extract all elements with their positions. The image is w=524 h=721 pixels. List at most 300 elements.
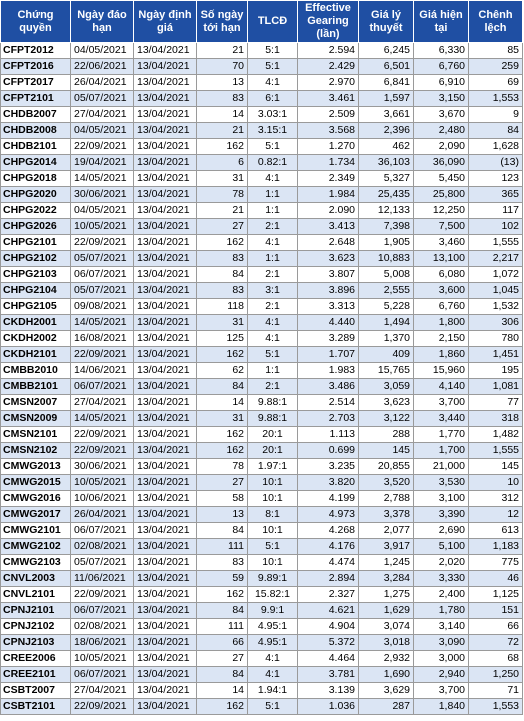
cell-maturity-date: 16/08/2021 [71,331,134,347]
cell-theoretical-price: 3,378 [359,507,414,523]
cell-effective-gearing: 1.734 [298,155,359,171]
cell-effective-gearing: 2.509 [298,107,359,123]
table-row [1,699,523,715]
cell-days-to-maturity: 84 [197,603,248,619]
cell-valuation-date: 13/04/2021 [134,155,197,171]
cell-current-price: 6,330 [414,43,469,59]
cell-theoretical-price: 1,597 [359,91,414,107]
table-row [1,459,523,475]
cell-theoretical-price: 409 [359,347,414,363]
cell-maturity-date: 05/07/2021 [71,91,134,107]
cell-warrant-code: CHPG2103 [1,267,71,283]
cell-difference: 72 [469,635,523,651]
cell-conversion-ratio: 3.03:1 [248,107,298,123]
table-row [1,267,523,283]
cell-effective-gearing: 3.623 [298,251,359,267]
cell-conversion-ratio: 1:1 [248,251,298,267]
cell-warrant-code: CMSN2007 [1,395,71,411]
cell-difference: 195 [469,363,523,379]
cell-current-price: 13,100 [414,251,469,267]
cell-effective-gearing: 4.464 [298,651,359,667]
cell-conversion-ratio: 10:1 [248,555,298,571]
cell-warrant-code: CFPT2101 [1,91,71,107]
cell-conversion-ratio: 10:1 [248,491,298,507]
cell-effective-gearing: 4.474 [298,555,359,571]
cell-conversion-ratio: 4.95:1 [248,635,298,651]
cell-warrant-code: CHPG2014 [1,155,71,171]
cell-effective-gearing: 3.461 [298,91,359,107]
cell-days-to-maturity: 162 [197,139,248,155]
cell-difference: 780 [469,331,523,347]
table-body [1,43,523,715]
cell-valuation-date: 13/04/2021 [134,43,197,59]
cell-current-price: 2,020 [414,555,469,571]
cell-difference: 312 [469,491,523,507]
cell-maturity-date: 22/09/2021 [71,699,134,715]
cell-effective-gearing: 2.703 [298,411,359,427]
cell-current-price: 3,000 [414,651,469,667]
table-row [1,667,523,683]
cell-theoretical-price: 288 [359,427,414,443]
header-maturity-date: Ngày đáo hạn [71,1,134,43]
cell-warrant-code: CMBB2010 [1,363,71,379]
cell-warrant-code: CMWG2017 [1,507,71,523]
cell-conversion-ratio: 3:1 [248,283,298,299]
cell-conversion-ratio: 4:1 [248,331,298,347]
cell-difference: 117 [469,203,523,219]
cell-days-to-maturity: 14 [197,683,248,699]
cell-conversion-ratio: 9.89:1 [248,571,298,587]
cell-theoretical-price: 1,494 [359,315,414,331]
header-effective-gearing: Effective Gearing (lần) [298,1,359,43]
cell-days-to-maturity: 14 [197,395,248,411]
cell-valuation-date: 13/04/2021 [134,203,197,219]
cell-difference: 1,553 [469,91,523,107]
cell-effective-gearing: 4.199 [298,491,359,507]
cell-theoretical-price: 25,435 [359,187,414,203]
cell-current-price: 1,860 [414,347,469,363]
cell-valuation-date: 13/04/2021 [134,491,197,507]
cell-theoretical-price: 2,396 [359,123,414,139]
table-row [1,299,523,315]
cell-days-to-maturity: 59 [197,571,248,587]
cell-difference: 85 [469,43,523,59]
cell-conversion-ratio: 1.97:1 [248,459,298,475]
cell-days-to-maturity: 84 [197,667,248,683]
cell-maturity-date: 11/06/2021 [71,571,134,587]
cell-effective-gearing: 1.707 [298,347,359,363]
cell-effective-gearing: 2.970 [298,75,359,91]
cell-valuation-date: 13/04/2021 [134,603,197,619]
cell-current-price: 1,800 [414,315,469,331]
cell-maturity-date: 05/07/2021 [71,283,134,299]
table-row [1,651,523,667]
cell-warrant-code: CNVL2003 [1,571,71,587]
cell-difference: 1,081 [469,379,523,395]
cell-conversion-ratio: 1:1 [248,203,298,219]
cell-theoretical-price: 3,018 [359,635,414,651]
cell-current-price: 6,760 [414,299,469,315]
table-row [1,571,523,587]
cell-days-to-maturity: 162 [197,587,248,603]
cell-theoretical-price: 3,661 [359,107,414,123]
cell-effective-gearing: 2.514 [298,395,359,411]
cell-maturity-date: 19/04/2021 [71,155,134,171]
cell-current-price: 6,080 [414,267,469,283]
cell-valuation-date: 13/04/2021 [134,395,197,411]
cell-current-price: 3,150 [414,91,469,107]
cell-maturity-date: 05/07/2021 [71,251,134,267]
cell-effective-gearing: 3.820 [298,475,359,491]
cell-warrant-code: CKDH2101 [1,347,71,363]
cell-theoretical-price: 3,917 [359,539,414,555]
cell-theoretical-price: 6,841 [359,75,414,91]
cell-valuation-date: 13/04/2021 [134,139,197,155]
cell-theoretical-price: 6,501 [359,59,414,75]
header-current-price: Giá hiện tại [414,1,469,43]
cell-valuation-date: 13/04/2021 [134,427,197,443]
cell-effective-gearing: 3.289 [298,331,359,347]
cell-warrant-code: CMWG2103 [1,555,71,571]
cell-days-to-maturity: 21 [197,43,248,59]
cell-current-price: 2,940 [414,667,469,683]
cell-days-to-maturity: 125 [197,331,248,347]
table-row [1,443,523,459]
cell-difference: 1,125 [469,587,523,603]
cell-theoretical-price: 1,245 [359,555,414,571]
cell-valuation-date: 13/04/2021 [134,523,197,539]
cell-conversion-ratio: 1.94:1 [248,683,298,699]
cell-current-price: 3,460 [414,235,469,251]
cell-current-price: 36,090 [414,155,469,171]
cell-conversion-ratio: 4:1 [248,667,298,683]
cell-maturity-date: 30/06/2021 [71,187,134,203]
cell-current-price: 5,450 [414,171,469,187]
table-row [1,411,523,427]
table-row [1,107,523,123]
cell-maturity-date: 04/05/2021 [71,203,134,219]
cell-days-to-maturity: 13 [197,75,248,91]
cell-theoretical-price: 6,245 [359,43,414,59]
cell-warrant-code: CSBT2007 [1,683,71,699]
table-row [1,555,523,571]
cell-warrant-code: CHDB2007 [1,107,71,123]
cell-days-to-maturity: 83 [197,91,248,107]
cell-valuation-date: 13/04/2021 [134,411,197,427]
cell-valuation-date: 13/04/2021 [134,555,197,571]
cell-maturity-date: 02/08/2021 [71,619,134,635]
cell-days-to-maturity: 27 [197,219,248,235]
cell-effective-gearing: 2.349 [298,171,359,187]
cell-valuation-date: 13/04/2021 [134,171,197,187]
cell-valuation-date: 13/04/2021 [134,587,197,603]
cell-maturity-date: 26/04/2021 [71,507,134,523]
table-row [1,43,523,59]
cell-maturity-date: 10/05/2021 [71,651,134,667]
cell-theoretical-price: 10,883 [359,251,414,267]
cell-theoretical-price: 3,629 [359,683,414,699]
cell-maturity-date: 14/05/2021 [71,411,134,427]
cell-effective-gearing: 1.983 [298,363,359,379]
cell-days-to-maturity: 21 [197,123,248,139]
cell-conversion-ratio: 1:1 [248,187,298,203]
cell-maturity-date: 04/05/2021 [71,123,134,139]
table-row [1,539,523,555]
table-row [1,683,523,699]
cell-theoretical-price: 7,398 [359,219,414,235]
cell-valuation-date: 13/04/2021 [134,315,197,331]
cell-current-price: 3,700 [414,395,469,411]
cell-theoretical-price: 5,228 [359,299,414,315]
cell-days-to-maturity: 14 [197,107,248,123]
cell-conversion-ratio: 1:1 [248,363,298,379]
cell-days-to-maturity: 84 [197,267,248,283]
cell-conversion-ratio: 5:1 [248,59,298,75]
cell-theoretical-price: 2,555 [359,283,414,299]
cell-valuation-date: 13/04/2021 [134,379,197,395]
cell-current-price: 3,100 [414,491,469,507]
cell-difference: 46 [469,571,523,587]
cell-theoretical-price: 3,059 [359,379,414,395]
table-row [1,155,523,171]
cell-warrant-code: CMWG2102 [1,539,71,555]
cell-maturity-date: 10/05/2021 [71,475,134,491]
cell-current-price: 3,530 [414,475,469,491]
cell-effective-gearing: 1.270 [298,139,359,155]
cell-valuation-date: 13/04/2021 [134,219,197,235]
cell-effective-gearing: 4.268 [298,523,359,539]
cell-theoretical-price: 2,788 [359,491,414,507]
cell-valuation-date: 13/04/2021 [134,651,197,667]
cell-warrant-code: CPNJ2103 [1,635,71,651]
table-row [1,331,523,347]
cell-conversion-ratio: 4:1 [248,235,298,251]
cell-warrant-code: CMWG2016 [1,491,71,507]
cell-conversion-ratio: 0.82:1 [248,155,298,171]
cell-maturity-date: 22/06/2021 [71,59,134,75]
cell-difference: 318 [469,411,523,427]
header-days-to-maturity: Số ngày tới hạn [197,1,248,43]
cell-effective-gearing: 4.621 [298,603,359,619]
cell-current-price: 3,140 [414,619,469,635]
cell-days-to-maturity: 13 [197,507,248,523]
cell-theoretical-price: 1,690 [359,667,414,683]
cell-difference: 84 [469,123,523,139]
cell-current-price: 1,780 [414,603,469,619]
cell-conversion-ratio: 15.82:1 [248,587,298,603]
cell-difference: 77 [469,395,523,411]
table-row [1,523,523,539]
cell-theoretical-price: 20,855 [359,459,414,475]
cell-valuation-date: 13/04/2021 [134,283,197,299]
table-row [1,171,523,187]
cell-warrant-code: CHPG2102 [1,251,71,267]
cell-days-to-maturity: 118 [197,299,248,315]
cell-days-to-maturity: 58 [197,491,248,507]
cell-theoretical-price: 1,370 [359,331,414,347]
cell-maturity-date: 22/09/2021 [71,347,134,363]
cell-theoretical-price: 2,932 [359,651,414,667]
cell-valuation-date: 13/04/2021 [134,59,197,75]
cell-valuation-date: 13/04/2021 [134,123,197,139]
cell-effective-gearing: 2.090 [298,203,359,219]
cell-theoretical-price: 3,074 [359,619,414,635]
cell-maturity-date: 10/05/2021 [71,219,134,235]
cell-difference: 1,072 [469,267,523,283]
table-row [1,59,523,75]
cell-conversion-ratio: 4:1 [248,315,298,331]
header-conversion-ratio: TLCĐ [248,1,298,43]
cell-current-price: 2,480 [414,123,469,139]
cell-maturity-date: 22/09/2021 [71,235,134,251]
cell-effective-gearing: 0.699 [298,443,359,459]
cell-difference: 151 [469,603,523,619]
cell-difference: 775 [469,555,523,571]
cell-conversion-ratio: 4:1 [248,75,298,91]
cell-days-to-maturity: 83 [197,283,248,299]
cell-theoretical-price: 15,765 [359,363,414,379]
cell-warrant-code: CSBT2101 [1,699,71,715]
cell-valuation-date: 13/04/2021 [134,347,197,363]
cell-effective-gearing: 2.648 [298,235,359,251]
cell-effective-gearing: 5.372 [298,635,359,651]
header-difference: Chênh lệch [469,1,523,43]
cell-warrant-code: CMSN2101 [1,427,71,443]
cell-theoretical-price: 462 [359,139,414,155]
cell-days-to-maturity: 162 [197,443,248,459]
cell-warrant-code: CMWG2013 [1,459,71,475]
cell-effective-gearing: 3.139 [298,683,359,699]
cell-maturity-date: 06/07/2021 [71,603,134,619]
cell-conversion-ratio: 9.88:1 [248,411,298,427]
cell-theoretical-price: 5,008 [359,267,414,283]
cell-days-to-maturity: 84 [197,523,248,539]
cell-difference: 102 [469,219,523,235]
cell-effective-gearing: 4.904 [298,619,359,635]
cell-theoretical-price: 1,629 [359,603,414,619]
cell-difference: 1,250 [469,667,523,683]
cell-warrant-code: CPNJ2102 [1,619,71,635]
cell-days-to-maturity: 62 [197,363,248,379]
cell-effective-gearing: 3.781 [298,667,359,683]
cell-warrant-code: CHPG2018 [1,171,71,187]
cell-days-to-maturity: 111 [197,539,248,555]
cell-current-price: 6,760 [414,59,469,75]
cell-maturity-date: 04/05/2021 [71,43,134,59]
cell-days-to-maturity: 83 [197,251,248,267]
cell-days-to-maturity: 70 [197,59,248,75]
cell-maturity-date: 22/09/2021 [71,139,134,155]
cell-warrant-code: CREE2006 [1,651,71,667]
table-row [1,187,523,203]
cell-difference: 1,555 [469,443,523,459]
header-theoretical-price: Giá lý thuyết [359,1,414,43]
cell-valuation-date: 13/04/2021 [134,251,197,267]
cell-conversion-ratio: 2:1 [248,379,298,395]
cell-conversion-ratio: 20:1 [248,427,298,443]
cell-days-to-maturity: 111 [197,619,248,635]
cell-effective-gearing: 3.235 [298,459,359,475]
cell-effective-gearing: 1.113 [298,427,359,443]
cell-valuation-date: 13/04/2021 [134,571,197,587]
cell-maturity-date: 09/08/2021 [71,299,134,315]
cell-warrant-code: CREE2101 [1,667,71,683]
table-row [1,91,523,107]
cell-days-to-maturity: 78 [197,187,248,203]
cell-valuation-date: 13/04/2021 [134,235,197,251]
table-row [1,427,523,443]
cell-conversion-ratio: 4:1 [248,651,298,667]
table-row [1,139,523,155]
cell-difference: 1,183 [469,539,523,555]
cell-conversion-ratio: 2:1 [248,267,298,283]
cell-valuation-date: 13/04/2021 [134,667,197,683]
cell-theoretical-price: 3,520 [359,475,414,491]
cell-current-price: 3,390 [414,507,469,523]
cell-current-price: 3,600 [414,283,469,299]
cell-theoretical-price: 287 [359,699,414,715]
cell-conversion-ratio: 2:1 [248,299,298,315]
table-row [1,203,523,219]
cell-valuation-date: 13/04/2021 [134,331,197,347]
cell-warrant-code: CNVL2101 [1,587,71,603]
table-row [1,395,523,411]
cell-current-price: 1,840 [414,699,469,715]
cell-maturity-date: 06/07/2021 [71,667,134,683]
table-row [1,75,523,91]
cell-warrant-code: CHPG2101 [1,235,71,251]
cell-difference: 1,451 [469,347,523,363]
cell-maturity-date: 14/06/2021 [71,363,134,379]
cell-conversion-ratio: 9.88:1 [248,395,298,411]
cell-maturity-date: 30/06/2021 [71,459,134,475]
table-header [1,1,523,43]
cell-warrant-code: CHPG2104 [1,283,71,299]
cell-days-to-maturity: 31 [197,315,248,331]
table-row [1,619,523,635]
cell-maturity-date: 05/07/2021 [71,555,134,571]
cell-difference: 365 [469,187,523,203]
table-row [1,123,523,139]
cell-warrant-code: CHPG2026 [1,219,71,235]
cell-current-price: 3,330 [414,571,469,587]
cell-current-price: 5,100 [414,539,469,555]
cell-maturity-date: 26/04/2021 [71,75,134,91]
cell-theoretical-price: 3,122 [359,411,414,427]
cell-maturity-date: 06/07/2021 [71,267,134,283]
cell-theoretical-price: 3,284 [359,571,414,587]
cell-effective-gearing: 3.413 [298,219,359,235]
table-row [1,315,523,331]
table-row [1,235,523,251]
cell-valuation-date: 13/04/2021 [134,75,197,91]
cell-valuation-date: 13/04/2021 [134,699,197,715]
cell-maturity-date: 06/07/2021 [71,379,134,395]
cell-valuation-date: 13/04/2021 [134,539,197,555]
cell-valuation-date: 13/04/2021 [134,459,197,475]
cell-theoretical-price: 36,103 [359,155,414,171]
cell-difference: 306 [469,315,523,331]
cell-difference: 2,217 [469,251,523,267]
cell-effective-gearing: 3.896 [298,283,359,299]
cell-difference: 1,482 [469,427,523,443]
cell-difference: 613 [469,523,523,539]
table-row [1,219,523,235]
cell-days-to-maturity: 66 [197,635,248,651]
cell-warrant-code: CMWG2015 [1,475,71,491]
cell-warrant-code: CMSN2009 [1,411,71,427]
cell-difference: 71 [469,683,523,699]
